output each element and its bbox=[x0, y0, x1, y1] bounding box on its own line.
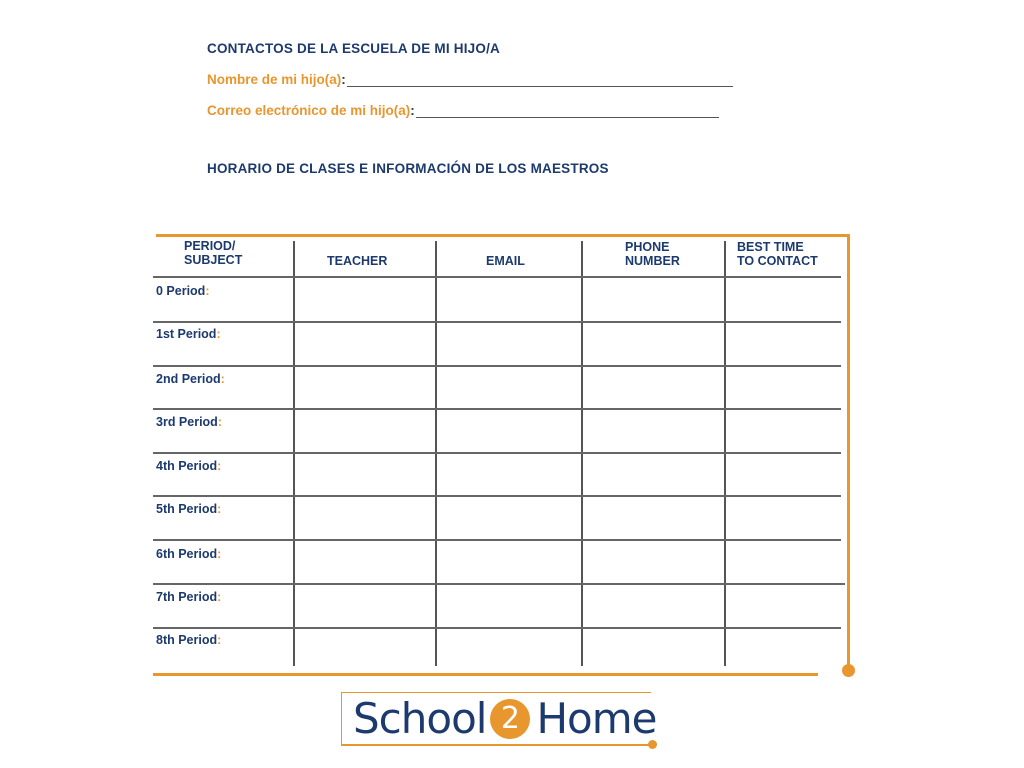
child-email-blank-line[interactable] bbox=[416, 105, 719, 118]
header-best-time bbox=[737, 240, 818, 268]
row-divider bbox=[153, 495, 841, 497]
header-phone-number bbox=[625, 240, 680, 268]
row-label-5th-period bbox=[156, 502, 221, 516]
child-name-colon: : bbox=[341, 72, 346, 87]
header-period-line2: SUBJECT bbox=[184, 253, 243, 267]
header-teacher: TEACHER bbox=[327, 254, 388, 268]
logo-number-circle: 2 bbox=[490, 699, 530, 739]
child-email-label: Correo electrónico de mi hijo(a) bbox=[207, 103, 411, 118]
period-text: 6th Period bbox=[156, 547, 218, 561]
row-divider bbox=[153, 321, 841, 323]
column-divider bbox=[293, 241, 295, 666]
header-period-subject bbox=[184, 239, 242, 267]
header-period-line1: PERIOD/ bbox=[184, 239, 236, 253]
period-text: 7th Period bbox=[156, 590, 218, 604]
child-name-field[interactable] bbox=[207, 72, 733, 87]
period-colon: : bbox=[217, 459, 222, 473]
period-colon: : bbox=[217, 590, 222, 604]
child-name-label: Nombre de mi hijo(a) bbox=[207, 72, 342, 87]
contacts-title: CONTACTOS DE LA ESCUELA DE MI HIJO/A bbox=[207, 41, 500, 56]
period-text: 0 Period bbox=[156, 284, 206, 298]
row-label-8th-period bbox=[156, 633, 221, 647]
row-divider bbox=[153, 365, 841, 367]
row-label-7th-period bbox=[156, 590, 221, 604]
header-best-line2: TO CONTACT bbox=[737, 254, 818, 268]
period-text: 4th Period bbox=[156, 459, 218, 473]
period-colon: : bbox=[217, 547, 222, 561]
row-divider bbox=[153, 276, 841, 278]
header-best-line1: BEST TIME bbox=[737, 240, 804, 254]
row-divider bbox=[153, 627, 841, 629]
period-colon: : bbox=[216, 327, 221, 341]
period-text: 1st Period bbox=[156, 327, 217, 341]
frame-bottom-border bbox=[153, 673, 818, 676]
period-text: 3rd Period bbox=[156, 415, 218, 429]
logo-frame-bottom bbox=[341, 744, 651, 746]
period-colon: : bbox=[217, 502, 222, 516]
frame-right-border bbox=[847, 234, 850, 670]
row-divider bbox=[153, 452, 841, 454]
header-phone-line2: NUMBER bbox=[625, 254, 680, 268]
header-phone-line1: PHONE bbox=[625, 240, 670, 254]
child-name-blank-line[interactable] bbox=[347, 74, 733, 87]
logo-school-text: School bbox=[353, 694, 487, 743]
frame-corner-dot bbox=[842, 664, 855, 677]
child-email-colon: : bbox=[410, 103, 415, 118]
period-colon: : bbox=[220, 372, 225, 386]
row-divider bbox=[153, 408, 841, 410]
column-divider bbox=[724, 241, 726, 666]
frame-top-border bbox=[156, 234, 849, 237]
row-label-1st-period bbox=[156, 327, 221, 341]
row-divider bbox=[153, 539, 841, 541]
logo-home-text: Home bbox=[536, 694, 657, 743]
period-text: 5th Period bbox=[156, 502, 218, 516]
header-email: EMAIL bbox=[486, 254, 525, 268]
period-colon: : bbox=[217, 415, 222, 429]
child-email-field[interactable] bbox=[207, 103, 719, 118]
row-label-3rd-period bbox=[156, 415, 222, 429]
period-colon: : bbox=[205, 284, 210, 298]
school2home-logo bbox=[353, 695, 656, 743]
row-label-6th-period bbox=[156, 547, 221, 561]
row-label-2nd-period bbox=[156, 372, 225, 386]
column-divider bbox=[581, 241, 583, 666]
row-label-4th-period bbox=[156, 459, 221, 473]
period-text: 8th Period bbox=[156, 633, 218, 647]
period-colon: : bbox=[217, 633, 222, 647]
column-divider bbox=[435, 241, 437, 666]
schedule-title: HORARIO DE CLASES E INFORMACIÓN DE LOS MAESTROS bbox=[207, 161, 609, 176]
row-label-0-period bbox=[156, 284, 210, 298]
row-divider bbox=[153, 583, 845, 585]
period-text: 2nd Period bbox=[156, 372, 221, 386]
